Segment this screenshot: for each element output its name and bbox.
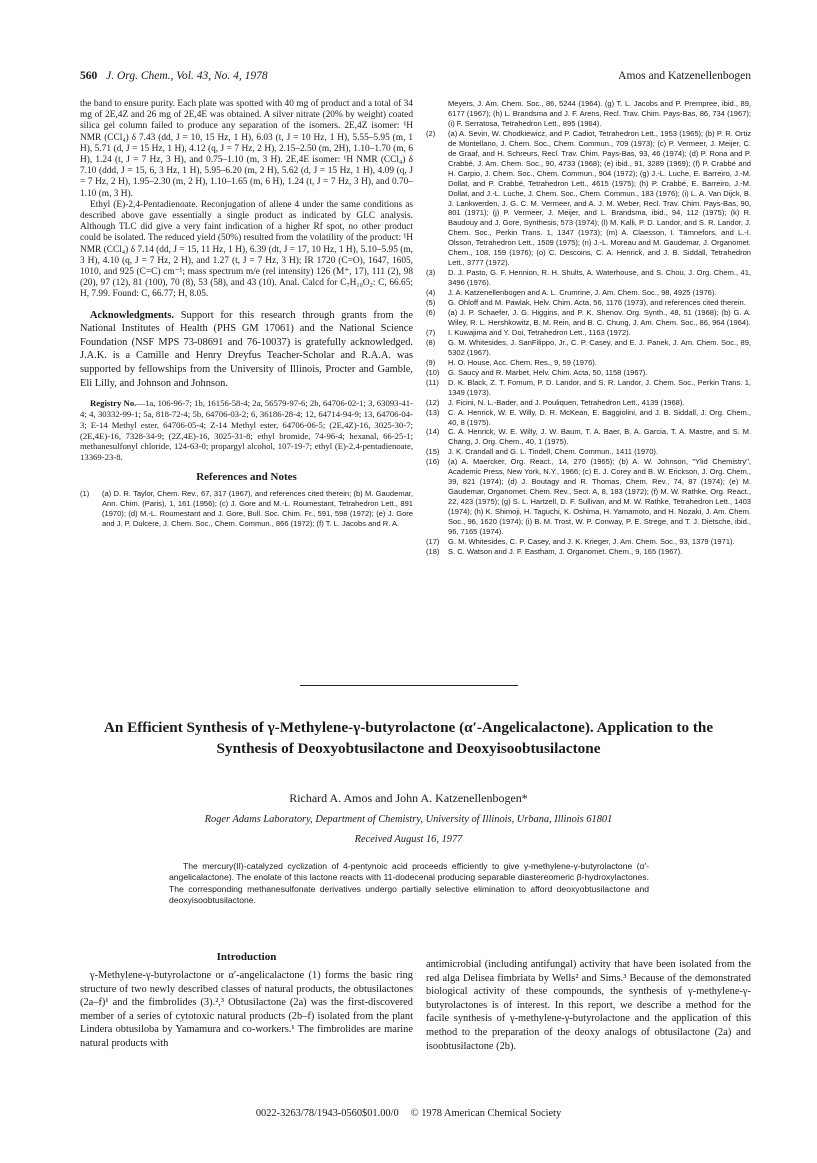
reference-text: D. J. Pasto, G. F. Hennion, R. H. Shults, A. Waterhouse, and S. Chou, J. Org. Chem., 41, 3496 (1976). [448, 268, 751, 288]
reference-item [426, 378, 751, 398]
reference-item [426, 268, 751, 288]
reference-number: (14) [426, 427, 440, 437]
received-date: Received August 16, 1977 [354, 834, 463, 845]
article-authors: Richard A. Amos and John A. Katzenellenbogen* [289, 791, 528, 805]
reference-item [426, 288, 751, 298]
introduction-text: γ-Methylene-γ-butyrolactone or α′-angelicalactone (1) forms the basic ring structure of two newly described classes of natural products, the obtusilactones (2a–f)¹ and the fimbrolides (3).²,³ Obtusilactone (2a) was the first-discovered member of a series of cytotoxic natural products (2b–f) isolated from the plant Lindera obtusiloba by Yamamura and co-workers.¹ The fimbrolides are marine natural products with [80, 970, 413, 1049]
article-code: 0022-3263/78/1943-0560$01.00/0 [255, 1108, 399, 1119]
reference-item [426, 547, 751, 557]
reference-text: (a) J. P. Schaefer, J. G. Higgins, and P. K. Shenov. Org. Synth., 48, 51 (1968); (b) G. A. Wiley, R. L. Hershkowitz, B. M. Rein, and B. C. Chung, J. Am. Chem. Soc., 86, 964 (1964). [448, 308, 751, 327]
reference-item [426, 368, 751, 378]
reference-text: I. Kuwajima and Y. Doi, Tetrahedron Lett., 1163 (1972). [448, 327, 631, 337]
introduction-right [426, 958, 751, 1053]
running-head: Amos and Katzenellenbogen [618, 70, 751, 82]
reference-text: Meyers, J. Am. Chem. Soc., 86, 5244 (1964). (g) T. L. Jacobs and P. Prempree, ibid., 89, 6177 (1967); (h) L. Brandsma and J. F. Arens, Recl. Trav. Chim. Pays-Bas, 86, 734 (1967); (i) F. Serratosa, Tetrahedron Lett., 895 (1964). [448, 99, 751, 128]
reference-text: G. M. Whitesides, C. P. Casey, and J. K. Krieger, J. Am. Chem. Soc., 93, 1379 (1971). [448, 536, 735, 546]
reference-number: (5) [426, 298, 436, 308]
reference-text: D. K. Black, Z. T. Fomum, P. D. Landor, and S. R. Landor, J. Chem. Soc., Perkin Trans. 1, 1349 (1973). [448, 377, 751, 397]
reference-number: (9) [426, 357, 436, 367]
author-affiliation: Roger Adams Laboratory, Department of Chemistry, University of Illinois, Urbana, Illinois 61801 [204, 814, 613, 825]
reference-text: (a) D. R. Taylor, Chem. Rev., 67, 317 (1967), and references cited therein; (b) M. Gaudemar, Ann. Chim. (Paris), 1, 161 (1956); (c) J. Gore and M.-L. Roumestant, Tetrahedron Lett., 891 (1970); (d) M.-L. Roumestant and J. Gore, Bull. Soc. Chim. Fr., 591, 598 (1972); (e) J. Gore and J. P. Dulcere, J. Chem. Soc., Chem. Commun., 866 (1972); (f) T. L. Jacobs and R. A. [102, 489, 413, 528]
acknowledgments-label: Acknowledgments. [90, 309, 174, 321]
reference-number: (8) [426, 337, 436, 347]
section-divider [300, 685, 518, 686]
header-left [80, 70, 268, 82]
acknowledgments [80, 309, 413, 391]
registry-numbers [80, 398, 413, 463]
reference-item [426, 328, 751, 338]
reference-number: (18) [426, 546, 440, 556]
reference-list-right [426, 99, 751, 557]
page-header [80, 70, 751, 86]
reference-item [426, 99, 751, 129]
reference-text: J. A. Katzenellenbogen and A. L. Crumrine, J. Am. Chem. Soc., 98, 4925 (1976). [448, 288, 717, 298]
copyright: © 1978 American Chemical Society [410, 1108, 562, 1119]
left-column [80, 99, 413, 529]
experimental-paragraph: Ethyl (E)-2,4-Pentadienoate. Reconjugation of allene 4 under the same conditions as described above gave essentially a single product as indicated by GLC analysis. Although TLC did give a very faint indication of a higher Rf spot, no other product could be isolated. The reduced yield (50%) resulted from the volatility of the product: ¹H NMR (CCl₄) δ 7.14 (dd, J = 15, 11 Hz, 1 H), 6.39 (dt, J = 17, 10 Hz, 1 H), 5.10–5.95 (m, 3 H), 4.10 (q, J = 7 Hz, 2 H), and 1.27 (t, J = 7 Hz, 3 H); IR 1720 (C=O), 1647, 1605, 1010, and 925 (C=C) cm⁻¹; mass spectrum m/e (rel intensity) 126 (M⁺, 17), 111 (2), 98 (20), 97 (12), 81 (100), 70 (8), 53 (58), and 43 (10). Anal. Calcd for C₇H₁₀O₂: C, 66.65; H, 7.99. Found: C, 66.77; H, 8.05. [80, 199, 413, 300]
reference-number: (6) [426, 308, 436, 318]
reference-item [426, 338, 751, 358]
reference-item [426, 298, 751, 308]
introduction-heading: Introduction [216, 951, 277, 963]
reference-number: (11) [426, 377, 439, 387]
reference-text: H. O. House, Acc. Chem. Res., 9, 59 (1976). [448, 357, 597, 367]
reference-number: (1) [80, 489, 90, 498]
reference-text: J. Ficini, N. L.-Bader, and J. Pouliquen, Tetrahedron Lett., 4139 (1968). [448, 397, 685, 407]
reference-item [426, 447, 751, 457]
reference-item [426, 427, 751, 447]
reference-text: C. A. Henrick, W. E. Willy, D. R. McKean, E. Baggiolini, and J. B. Siddall, J. Org. Chem., 40, 8 (1975). [448, 407, 751, 427]
abstract: The mercury(II)-catalyzed cyclization of 4-pentynoic acid proceeds efficiently to give γ-methylene-γ-butyrolactone (α′-angelicalactone). The enolate of this lactone reacts with 11-dodecenal producing separable diastereomeric β-hydroxylactones. The corresponding methanesulfonate derivatives undergo partially selective elimination to afford deoxyobtusilactone and deoxyisoobtusilactone. [169, 861, 649, 906]
acknowledgments-text: Support for this research through grants from the National Institutes of Health (PHS GM 17061) and the National Science Foundation (NSF MPS 73-08691 and 76-10037) is gratefully acknowledged. J.A.K. is a Camille and Henry Dreyfus Teacher-Scholar and R.A.A. was supported by fellowships from the University of Illinois, Procter and Gamble, Eli Lilly, and Johnson and Johnson. [80, 309, 413, 389]
reference-item [426, 457, 751, 537]
reference-number: (15) [426, 447, 440, 457]
reference-text: G. Saucy and R. Marbet, Helv. Chim. Acta, 50, 1158 (1967). [448, 367, 648, 377]
references-heading: References and Notes [196, 471, 297, 483]
introduction-text: antimicrobial (including antifungal) activity that have been isolated from the red alga Delisea fimbriata by Wells² and Sims.³ Because of the demonstrated biological activity of these compounds, the synthesis of γ-methylene-γ-butyrolactones is of interest. In this report, we describe a method for the facile synthesis of γ-methylene-γ-butyrolactone and the application of this method to the preparation of the deoxy analogs of obtusilactone (2a) and isoobtusilactone (2b). [426, 959, 751, 1052]
reference-number: (17) [426, 536, 440, 546]
registry-label: Registry No. [90, 398, 137, 409]
reference-item [80, 489, 413, 529]
reference-number: (16) [426, 457, 440, 467]
reference-text: C. A. Henrick, W. E. Willy, J. W. Baum, T. A. Baer, B. A. Garcia, T. A. Mastre, and S. M. Chang, J. Org. Chem., 40, 1 (1975). [448, 427, 751, 447]
reference-text: (a) A. Sevin, W. Chodkiewicz, and P. Cadiot, Tetrahedron Lett., 1953 (1965); (b) P. R. Ortiz de Montellano, J. Chem. Soc., Chem. Commun., 709 (1973); (c) P. Vermeer, J. Meijer, C. de Graaf, and H. Schreurs, Recl. Trav. Chim. Pays-Bas, 93, 46 (1974); (d) P. Rona and P. Crabbé, J. Am. Chem. Soc., 90, 4733 (1968); (e) ibid., 91, 3289 (1969); (f) P. Crabbé and H. Carpio, J. Chem. Soc., Chem. Commun., 904 (1972); (g) J.-L. Luche, E. Barreiro, J.-M. Dollat, and P. Crabbé, Tetrahedron Lett., 4615 (1975); (h) P. Crabbé, E. Barreiro, J.-M. Dollat, and J.-L. Luche, J. Chem. Soc., Chem. Commun., 183 (1976); (i) L. A. Van Dijck, B. J. Lankwerden, J. G. C. M. Vermeer, and A. J. M. Weber, Recl. Trav. Chim. Pays-Bas, 90, 801 (1971); (j) P. Vermeer, J. Meijer, and L. Brandsma, ibid., 94, 112 (1975); (k) R. Baudouy and J. Gore, Synthesis, 573 (1974); (l) M. Kalli, P. D. Landor, and S. R. Landor, J. Chem. Soc., Perkin Trans. 1, 1347 (1973); (m) A. Claesson, I. Tämnefors, and L.-I. Olsson, Tetrahedron Lett., 1509 (1975); (n) J.-L. Moreau and M. Gaudemar, J. Organomet. Chem., 108, 159 (1976); (o) C. Descoins, C. A. Henrick, and J. B. Siddall, Tetrahedron Lett., 3777 (1972). [448, 128, 751, 268]
reference-number: (10) [426, 367, 440, 377]
reference-item [426, 129, 751, 268]
experimental-paragraph: the band to ensure purity. Each plate was spotted with 40 mg of product and a total of 34 mg of 2E,4Z and 26 mg of 2E,4E was obtained. A silver nitrate (20% by weight) coated silica gel column failed to produce any separation of the isomers. 2E,4Z isomer: ¹H NMR (CCl₄) δ 7.43 (dd, J = 10, 15 Hz, 1 H), 6.03 (t, J = 10 Hz, 1 H), 5.55–5.95 (m, 1 H), 5.71 (d, J = 15 Hz, 1 H), 4.12 (q, J = 7 Hz, 2 H), 2.15–2.50 (m, 2H), 1.10–1.70 (m, 6 H), 1.24 (t, J = 7 Hz, 3 H), and 0.75–1.10 (m, 3 H). 2E,4E isomer: ¹H NMR (CCl₄) δ 7.10 (ddd, J = 15, 6, 3 Hz, 1 H), 5.95–6.20 (m, 2 H), 5.62 (d, J = 15 Hz, 1 H), 4.09 (q, J = 7 Hz, 2 H), 1.95–2.30 (m, 2 H), 1.10–1.65 (m, 6 H), 1.24 (t, J = 7 Hz, 3 H), and 0.70–1.10 (m, 3 H). [80, 99, 413, 199]
reference-item [426, 398, 751, 408]
reference-list-left [80, 489, 413, 529]
reference-item [426, 408, 751, 428]
reference-text: J. K. Crandall and G. L. Tindell, Chem. Commun., 1411 (1970). [448, 447, 659, 457]
reference-number: (4) [426, 288, 436, 298]
introduction-left [80, 951, 413, 1051]
reference-text: G. Ohloff and M. Pawlak, Helv. Chim. Acta, 56, 1176 (1973), and references cited therein. [448, 298, 746, 308]
registry-text: —1a, 106-96-7; 1b, 16156-58-4; 2a, 56579-97-6; 2b, 64706-02-1; 3, 63093-41-4; 4, 30332-99-1; 5a, 818-72-4; 5b, 64706-03-2; 6, 36186-28-4; 12, 64714-94-9; 13, 64706-04-3; E-14 Methyl ester, 64706-05-4; Z-14 Methyl ester, 64706-06-5; (2E,4Z)-16, 3025-30-7; (2E,4E)-16, 7328-34-9; (2Z,4E)-16, 3025-31-8; ethyl bromide, 74-96-4; hexanal, 66-25-1; methanesulfonyl chloride, 124-63-0; propargyl alcohol, 107-19-7; ethyl (E)-2,4-pentadienoate, 13369-23-8. [80, 398, 413, 463]
reference-number: (13) [426, 407, 440, 417]
journal-citation: J. Org. Chem., Vol. 43, No. 4, 1978 [106, 70, 268, 82]
page-footer [220, 1108, 597, 1119]
reference-number: (2) [426, 128, 436, 138]
reference-text: S. C. Watson and J. F. Eastham, J. Organomet. Chem., 9, 165 (1967). [448, 546, 683, 556]
right-column [426, 99, 751, 557]
article-title: An Efficient Synthesis of γ-Methylene-γ-butyrolactone (α′-Angelicalactone). Application to the Synthesis of Deoxyobtusilactone and Deoxyisoobtusilactone [103, 719, 714, 757]
reference-text: (a) A. Maercker, Org. React., 14, 270 (1965); (b) A. W. Johnson, "Ylid Chemistry", Academic Press, New York, N.Y., 1966; (c) E. J. Corey and B. W. Erickson, J. Org. Chem., 39, 821 (1974); (d) J. Boutagy and R. Thomas, Chem. Rev., 74, 87 (1974); (e) M. Gaudemar, Organomet. Chem. Rev., Sect. A, 8, 183 (1972); (f) M. W. Rathke, Org. React., 22, 423 (1975); (g) S. L. Hartzell, D. F. Sullivan, and M. W. Rathke, Tetrahedron Lett., 1403 (1974); (h) K. Shimoji, H. Taguchi, K. Oshima, H. Yamamoto, and H. Nozaki, J. Am. Chem. Soc., 96, 1620 (1974); (i) B. M. Trost, W. P. Conway, P. E. Strege, and T. J. Dietsche, ibid., 96, 7165 (1974). [448, 457, 751, 536]
reference-item [426, 308, 751, 328]
reference-number: (3) [426, 268, 436, 278]
page-number: 560 [80, 70, 98, 82]
reference-item [426, 537, 751, 547]
reference-number: (12) [426, 397, 440, 407]
reference-number: (7) [426, 327, 436, 337]
reference-item [426, 358, 751, 368]
reference-text: G. M. Whitesides, J. SanFilippo, Jr., C. P. Casey, and E. J. Panek, J. Am. Chem. Soc., 89, 5302 (1967). [448, 337, 751, 357]
